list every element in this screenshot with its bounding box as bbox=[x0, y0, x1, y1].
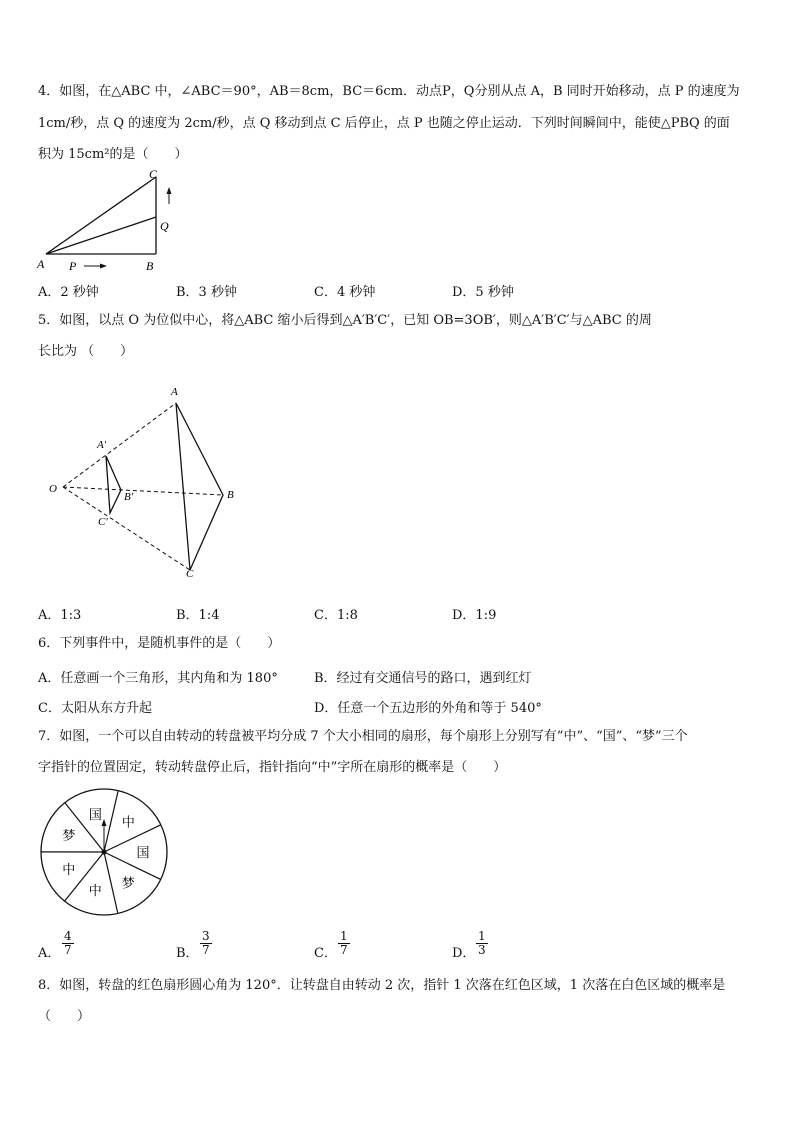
q5-label-a: A bbox=[171, 386, 178, 398]
q5-text-line2: 长比为 （ ） bbox=[38, 344, 134, 359]
q4-option-c[interactable]: C．4 秒钟 bbox=[314, 285, 376, 300]
q7-option-b[interactable]: B． bbox=[176, 946, 199, 961]
q7-option-d[interactable]: D． bbox=[452, 946, 476, 961]
q5-option-b[interactable]: B．1:4 bbox=[176, 608, 220, 623]
q7-option-a[interactable]: A． bbox=[38, 946, 61, 961]
q4-label-a: A bbox=[37, 257, 45, 271]
q5-option-a[interactable]: A．1:3 bbox=[38, 608, 82, 623]
q7-text-line2: 字指针的位置固定，转动转盘停止后，指针指向“中”字所在扇形的概率是（ ） bbox=[38, 760, 507, 775]
q7-option-b-fraction: $\frac{3}{7}$ bbox=[202, 929, 210, 957]
q4-text-line1: 4．如图，在△ABC 中，∠ABC＝90°，AB＝8cm，BC＝6cm．动点P，Q分别从点 A，B 同时开始移动，点 P 的速度为 bbox=[38, 84, 740, 99]
spinner-sector-divider bbox=[104, 791, 118, 852]
q5-label-c: C bbox=[186, 568, 194, 580]
q7-option-a-fraction: $\frac{4}{7}$ bbox=[64, 929, 72, 957]
q5-label-o: O bbox=[49, 483, 57, 495]
q6-option-a[interactable]: A．任意画一个三角形，其内角和为 180° bbox=[38, 671, 278, 686]
spinner-sector-label: 中 bbox=[62, 861, 76, 877]
q6-option-c[interactable]: C．太阳从东方升起 bbox=[38, 701, 152, 716]
q5-similar-triangles-figure bbox=[40, 378, 250, 583]
q7-option-d-fraction: $\frac{1}{3}$ bbox=[478, 929, 486, 957]
q5-label-a-prime: A′ bbox=[97, 439, 107, 451]
q7-text-line1: 7．如图，一个可以自由转动的转盘被平均分成 7 个大小相同的扇形，每个扇形上分别写有“中”、“国”、“梦”三个 bbox=[38, 729, 688, 744]
q6-option-b[interactable]: B．经过有交通信号的路口，遇到红灯 bbox=[314, 671, 532, 686]
q8-text-line2: （ ） bbox=[38, 1009, 91, 1024]
q8-text-line1: 8．如图，转盘的红色扇形圆心角为 120°．让转盘自由转动 2 次，指针 1 次落在红色区域，1 次落在白色区域的概率是 bbox=[38, 978, 726, 993]
q4-label-p: P bbox=[69, 259, 77, 273]
q4-text-line3: 积为 15cm²的是（ ） bbox=[38, 147, 188, 162]
q7-option-c[interactable]: C． bbox=[314, 946, 337, 961]
q7-spinner-figure bbox=[36, 786, 172, 922]
q4-text-line2: 1cm/秒，点 Q 的速度为 2cm/秒，点 Q 移动到点 C 后停止，点 P 也随之停止运动．下列时间瞬间中，能使△PBQ 的面 bbox=[38, 116, 730, 131]
q6-text-line1: 6．下列事件中，是随机事件的是（ ） bbox=[38, 636, 281, 651]
q5-option-c[interactable]: C．1:8 bbox=[314, 608, 358, 623]
q5-option-d[interactable]: D．1:9 bbox=[452, 608, 497, 623]
q4-label-q: Q bbox=[160, 219, 169, 233]
spinner-sector-divider bbox=[104, 852, 118, 913]
spinner-sector-label: 国 bbox=[136, 845, 150, 861]
q4-option-b[interactable]: B．3 秒钟 bbox=[176, 285, 237, 300]
spinner-sector-label: 中 bbox=[121, 814, 135, 830]
q4-label-c: C bbox=[149, 167, 158, 181]
q4-option-d[interactable]: D．5 秒钟 bbox=[452, 285, 514, 300]
spinner-sector-label: 梦 bbox=[121, 875, 135, 891]
spinner-sector-label: 中 bbox=[88, 883, 102, 899]
q5-label-b-prime: B′ bbox=[124, 491, 134, 503]
q4-label-b: B bbox=[146, 259, 154, 273]
q5-label-c-prime: C′ bbox=[98, 516, 108, 528]
q4-triangle-figure bbox=[36, 166, 176, 274]
q4-option-a[interactable]: A．2 秒钟 bbox=[38, 285, 99, 300]
q5-label-b: B bbox=[227, 489, 234, 501]
spinner-sector-label: 国 bbox=[88, 806, 102, 822]
spinner-sector-label: 梦 bbox=[62, 827, 76, 843]
q6-option-d[interactable]: D．任意一个五边形的外角和等于 540° bbox=[314, 701, 542, 716]
q5-text-line1: 5．如图，以点 O 为位似中心，将△ABC 缩小后得到△A′B′C′，已知 OB=3OB′，则△A′B′C′与△ABC 的周 bbox=[38, 313, 652, 328]
q7-option-c-fraction: $\frac{1}{7}$ bbox=[340, 929, 348, 957]
